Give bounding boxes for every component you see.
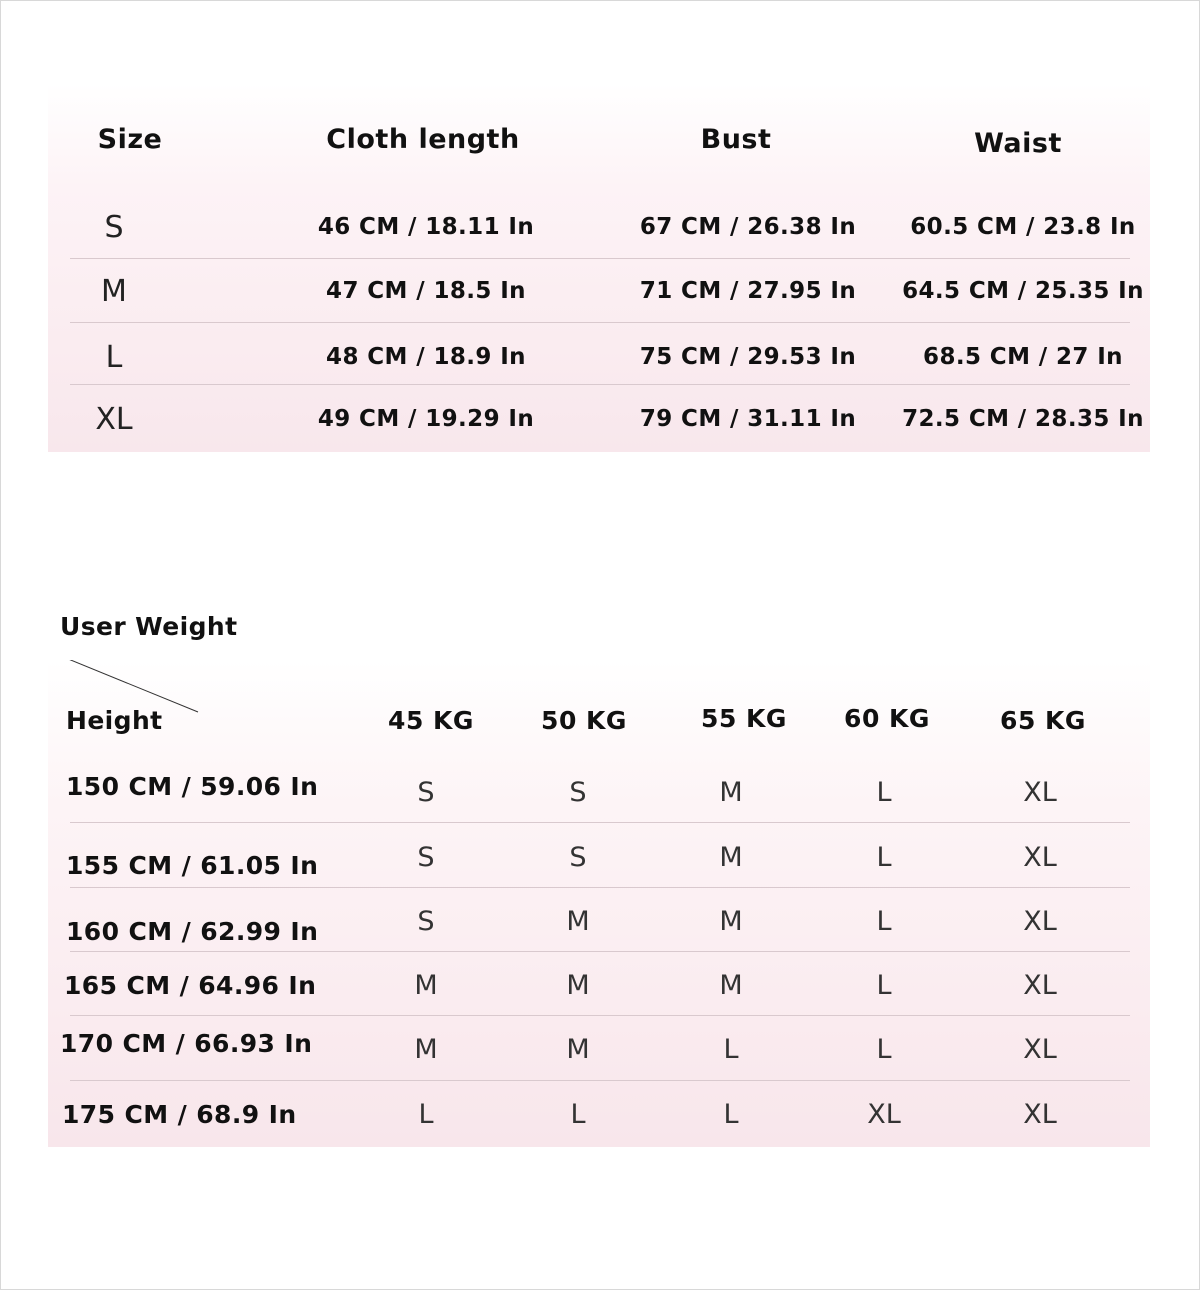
weight-header-row	[48, 690, 1150, 750]
height-row	[48, 889, 1150, 953]
row-divider	[70, 951, 1130, 952]
recommended-size: S	[417, 776, 435, 808]
recommended-size: M	[566, 905, 590, 937]
bust-value: 67 CM / 26.38 In	[639, 214, 857, 240]
row-divider	[70, 322, 1130, 323]
bust-value: 71 CM / 27.95 In	[639, 278, 857, 304]
cloth-length-value: 47 CM / 18.5 In	[326, 278, 526, 304]
size-label: S	[104, 209, 124, 245]
recommended-size: XL	[867, 1098, 901, 1130]
size-measurement-table	[48, 84, 1150, 452]
height-value: 150 CM / 59.06 In	[66, 771, 319, 801]
row-divider	[70, 1080, 1130, 1081]
weight-header: 60 KG	[844, 703, 930, 733]
recommended-size: L	[418, 1098, 434, 1130]
recommended-size: M	[414, 1033, 438, 1065]
recommended-size: XL	[1023, 1098, 1057, 1130]
size-row	[48, 260, 1150, 322]
recommended-size: L	[876, 776, 892, 808]
cloth-length-value: 49 CM / 19.29 In	[317, 406, 535, 432]
recommended-size: M	[414, 969, 438, 1001]
header-size: Size	[97, 123, 163, 155]
header-bust: Bust	[700, 123, 772, 155]
recommended-size: M	[566, 969, 590, 1001]
recommended-size: S	[569, 776, 587, 808]
size-row	[48, 196, 1150, 258]
waist-value: 72.5 CM / 28.35 In	[902, 406, 1144, 432]
weight-header: 55 KG	[701, 703, 787, 733]
cloth-length-value: 46 CM / 18.11 In	[317, 214, 535, 240]
height-value: 175 CM / 68.9 In	[62, 1099, 297, 1129]
row-divider	[70, 887, 1130, 888]
recommended-size: L	[876, 905, 892, 937]
height-value: 165 CM / 64.96 In	[64, 970, 317, 1000]
size-row	[48, 388, 1150, 450]
size-row	[48, 326, 1150, 388]
recommended-size: M	[719, 776, 743, 808]
recommended-size: M	[719, 969, 743, 1001]
size-label: L	[105, 339, 123, 375]
recommended-size: XL	[1023, 1033, 1057, 1065]
recommended-size: S	[417, 905, 435, 937]
size-table-header	[48, 84, 1150, 194]
recommended-size: L	[723, 1098, 739, 1130]
recommended-size: XL	[1023, 841, 1057, 873]
size-recommendation-table	[48, 660, 1150, 1147]
row-divider	[70, 258, 1130, 259]
user-weight-label: User Weight	[60, 612, 238, 641]
header-cloth-length: Cloth length	[326, 123, 520, 155]
size-label: M	[101, 273, 127, 309]
recommended-size: L	[876, 1033, 892, 1065]
weight-header: 65 KG	[1000, 705, 1086, 735]
weight-header: 50 KG	[541, 705, 627, 735]
bust-value: 75 CM / 29.53 In	[639, 344, 857, 370]
cloth-length-value: 48 CM / 18.9 In	[326, 344, 526, 370]
recommended-size: L	[876, 969, 892, 1001]
size-label: XL	[95, 401, 133, 437]
recommended-size: S	[417, 841, 435, 873]
recommended-size: M	[719, 905, 743, 937]
height-value: 160 CM / 62.99 In	[66, 916, 319, 946]
height-row	[48, 1082, 1150, 1146]
height-row	[48, 760, 1150, 824]
recommended-size: XL	[1023, 969, 1057, 1001]
height-row	[48, 825, 1150, 889]
weight-header: 45 KG	[388, 705, 474, 735]
header-waist: Waist	[974, 127, 1062, 159]
recommended-size: XL	[1023, 905, 1057, 937]
recommended-size: XL	[1023, 776, 1057, 808]
recommended-size: S	[569, 841, 587, 873]
row-divider	[70, 822, 1130, 823]
recommended-size: L	[570, 1098, 586, 1130]
waist-value: 64.5 CM / 25.35 In	[902, 278, 1144, 304]
waist-value: 60.5 CM / 23.8 In	[910, 214, 1136, 240]
recommended-size: M	[566, 1033, 590, 1065]
waist-value: 68.5 CM / 27 In	[923, 344, 1123, 370]
height-value: 170 CM / 66.93 In	[60, 1028, 313, 1058]
height-row	[48, 1017, 1150, 1081]
bust-value: 79 CM / 31.11 In	[639, 406, 857, 432]
height-label: Height	[66, 705, 163, 735]
recommended-size: L	[723, 1033, 739, 1065]
height-row	[48, 953, 1150, 1017]
recommended-size: L	[876, 841, 892, 873]
recommended-size: M	[719, 841, 743, 873]
height-value: 155 CM / 61.05 In	[66, 850, 319, 880]
row-divider	[70, 384, 1130, 385]
